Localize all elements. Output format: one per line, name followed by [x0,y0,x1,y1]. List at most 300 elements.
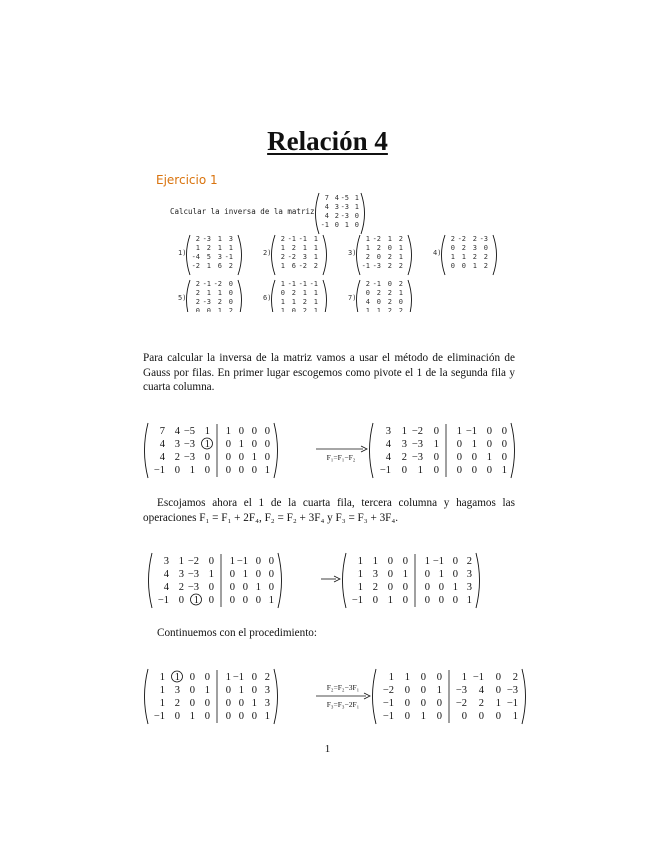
matrix-entry: 4 [385,439,391,450]
item-matrix-entry: 2 [313,262,318,270]
statement-matrix-entry: -3 [340,212,349,220]
matrix-entry: 0 [225,711,231,722]
item-matrix-entry: 0 [387,280,392,288]
matrix-entry: 0 [238,698,244,709]
matrix-entry: 0 [501,439,507,450]
matrix-entry: 0 [264,452,270,463]
matrix-entry: 3 [264,698,270,709]
matrix-entry: −3 [183,439,195,450]
right-parenthesis [511,423,515,478]
item-matrix-entry: 0 [483,244,488,252]
matrix-entry: 0 [189,672,195,683]
matrix-entry: 0 [420,698,426,709]
item-matrix-entry: 1 [387,235,392,243]
matrix-entry: 2 [372,582,378,593]
matrix-entry: 1 [225,672,231,683]
matrix-entry: 3 [372,569,378,580]
item-matrix-entry: 2 [398,235,403,243]
matrix-entry: −1 [382,698,394,709]
page-title: Relación 4 [267,126,388,156]
matrix-entry: 3 [466,582,472,593]
matrix-entry: 1 [461,672,467,683]
matrix-entry: −1 [232,672,244,683]
matrix-entry: 0 [225,439,231,450]
matrix-entry: 0 [501,452,507,463]
item-matrix-entry: 1 [313,298,318,306]
matrix-entry: 0 [251,439,257,450]
matrix-entry: 0 [495,685,501,696]
item-matrix-entry: 2 [195,280,200,288]
item-matrix-entry: 2 [472,235,477,243]
matrix-entry: 1 [189,711,195,722]
item-matrix-entry: -3 [372,262,381,270]
matrix-entry: 1 [471,439,477,450]
step-2-matrices [149,553,480,608]
item-matrix-entry: 2 [206,244,211,252]
matrix-entry: 2 [178,582,184,593]
matrix-entry: 0 [387,556,393,567]
item-matrix-entry: 1 [313,244,318,252]
matrix-entry: 1 [264,465,270,476]
matrix-entry: 1 [404,672,410,683]
matrix-entry: 4 [163,582,169,593]
matrix-entry: 0 [471,465,477,476]
item-matrix-entry: 1 [450,253,455,261]
matrix-entry: 3 [466,569,472,580]
item-matrix-entry: 2 [217,298,222,306]
matrix-entry: 0 [204,465,210,476]
item-label: 1) [178,249,187,257]
item-matrix-entry: 2 [195,235,200,243]
item-matrix-entry: -2 [191,262,200,270]
matrix-entry: 4 [385,452,391,463]
matrix-entry: 0 [251,672,257,683]
item-matrix-entry: -3 [479,235,488,243]
item-matrix-entry: 1 [365,235,370,243]
matrix-entry: −3 [506,685,518,696]
matrix-entry: −1 [382,711,394,722]
right-parenthesis [476,553,480,608]
item-matrix-entry: 2 [365,253,370,261]
matrix-entry: −1 [153,711,165,722]
matrix-entry: 0 [433,426,439,437]
matrix-entry: −3 [187,569,199,580]
matrix-entry: 0 [372,595,378,606]
item-matrix-entry: 6 [217,262,222,270]
matrix-entry: −1 [157,595,169,606]
item-label: 5) [178,294,187,302]
item-matrix-entry: -2 [457,235,466,243]
matrix-entry: 0 [238,711,244,722]
item-matrix-entry: 0 [376,298,381,306]
item-matrix-entry: 2 [291,289,296,297]
matrix-entry: 1 [255,582,261,593]
item-matrix-entry: 1 [313,307,318,312]
item-matrix-entry: -1 [298,235,307,243]
matrix-entry: 0 [438,582,444,593]
paragraph-2: Escojamos ahora el 1 de la cuarta fila, tercera columna y hagamos las operaciones F₁ = F₁ + 2F₄, F₂ = F₂ + 3F₄ y F₃ = F₃ + 3F₄. [143,497,515,524]
item-matrix-entry: 1 [280,244,285,252]
matrix-entry: 2 [466,556,472,567]
left-parenthesis [145,669,149,724]
item-matrix-entry: 1 [398,253,403,261]
matrix-entry: 0 [387,569,393,580]
matrix-entry: 0 [424,595,430,606]
right-parenthesis [274,669,278,724]
matrix-entry: 4 [163,569,169,580]
statement-matrix-entry: 4 [334,194,339,202]
item-matrix-entry: 3 [472,244,477,252]
matrix-entry: 3 [264,685,270,696]
statement-matrix-entry: -3 [340,203,349,211]
item-matrix-entry: 0 [376,253,381,261]
item-label: 6) [263,294,272,302]
item-matrix-entry: 1 [280,280,285,288]
matrix-entry: 1 [424,556,430,567]
item-label: 4) [433,249,442,257]
matrix-entry: 4 [159,439,165,450]
item-matrix-entry: 2 [387,262,392,270]
item-matrix-entry: 2 [387,298,392,306]
item-matrix-entry: -1 [287,280,296,288]
matrix-entry: 1 [436,685,442,696]
item-matrix-entry: 3 [228,235,233,243]
item-matrix-entry: 2 [387,253,392,261]
matrix-entry: 3 [178,569,184,580]
item-matrix-entry: 1 [313,289,318,297]
statement-matrix-entry: 2 [334,212,339,220]
step-3-matrices [145,669,526,724]
matrix-entry: 0 [456,439,462,450]
item-matrix-entry: -1 [287,235,296,243]
matrix-entry: −1 [472,672,484,683]
arrow-label-bottom: F₃=F₃−2F₁ [326,700,360,709]
matrix-entry: 1 [417,465,423,476]
matrix-entry: 0 [402,595,408,606]
arrow-label: F₁=F₁−F₂ [326,453,356,462]
matrix-entry: 1 [174,672,180,683]
matrix-entry: 0 [495,711,501,722]
matrix-entry: 0 [208,582,214,593]
matrix-entry: 2 [478,698,484,709]
matrix-entry: 0 [478,711,484,722]
matrix-entry: 1 [456,426,462,437]
matrix-entry: 0 [251,685,257,696]
matrix-entry: 0 [255,556,261,567]
matrix-entry: 1 [251,698,257,709]
matrix-entry: 0 [251,426,257,437]
matrix-entry: 0 [208,595,214,606]
matrix-entry: 0 [204,672,210,683]
item-matrix-entry: 2 [387,307,392,312]
matrix-entry: 0 [495,672,501,683]
matrix-entry: 0 [229,595,235,606]
matrix-entry: 0 [456,452,462,463]
matrix-entry: 1 [204,426,210,437]
matrix-entry: 0 [402,556,408,567]
matrix-entry: 0 [174,465,180,476]
matrix-entry: −3 [183,452,195,463]
matrix-entry: 1 [402,569,408,580]
matrix-entry: 0 [189,698,195,709]
item-matrix-entry: 1 [206,262,211,270]
item-matrix-entry: 2 [302,307,307,312]
matrix-entry: 0 [255,569,261,580]
item-matrix-entry: 0 [195,307,200,312]
arrow-label-top: F₂=F₂−3F₁ [326,683,360,692]
item-matrix-entry: 3 [217,253,222,261]
statement-matrix-entry: 1 [354,203,359,211]
item-matrix-entry: 2 [376,244,381,252]
matrix-entry: 1 [208,569,214,580]
statement-matrix-entry: 4 [324,212,329,220]
matrix-entry: 1 [204,439,210,450]
matrix-entry: −2 [382,685,394,696]
matrix-entry: 1 [251,452,257,463]
item-matrix-entry: 1 [313,235,318,243]
matrix-entry: 0 [208,556,214,567]
matrix-entry: 0 [174,711,180,722]
matrix-entry: 0 [229,582,235,593]
left-parenthesis [149,553,153,608]
statement-matrix-entry: 3 [334,203,339,211]
matrix-entry: 1 [420,711,426,722]
matrix-entry: 0 [433,452,439,463]
matrix-entry: −5 [183,426,195,437]
matrix-entry: 1 [387,595,393,606]
item-matrix-entry: -4 [191,253,200,261]
item-matrix-entry: 6 [291,262,296,270]
statement-matrix-entry: 0 [354,221,359,229]
matrix-entry: 0 [404,711,410,722]
item-matrix-entry: 1 [398,289,403,297]
matrix-entry: 2 [174,698,180,709]
item-label: 3) [348,249,357,257]
matrix-entry: 0 [486,426,492,437]
matrix-entry: 1 [225,426,231,437]
item-matrix-entry: -2 [298,262,307,270]
matrix-entry: 0 [204,711,210,722]
matrix-entry: 7 [159,426,165,437]
item-matrix-entry: -1 [372,280,381,288]
matrix-entry: 1 [466,595,472,606]
item-matrix-entry: 1 [217,235,222,243]
matrix-entry: 1 [501,465,507,476]
statement-matrix-entry: 1 [354,194,359,202]
item-matrix-entry: 1 [461,253,466,261]
matrix-entry: −3 [187,582,199,593]
matrix-entry: 0 [238,452,244,463]
matrix-entry: 1 [495,698,501,709]
matrix-entry: 0 [402,582,408,593]
matrix-entry: 1 [159,685,165,696]
item-matrix-entry: 1 [376,307,381,312]
matrix-entry: −2 [411,426,423,437]
matrix-entry: 0 [433,465,439,476]
statement-matrix-entry: 4 [324,203,329,211]
matrix-entry: 0 [225,452,231,463]
matrix-entry: 0 [238,426,244,437]
matrix-entry: 0 [387,582,393,593]
matrix-entry: −1 [506,698,518,709]
matrix-entry: 0 [251,465,257,476]
matrix-entry: 1 [357,556,363,567]
matrix-entry: 0 [420,685,426,696]
matrix-entry: −1 [379,465,391,476]
left-parenthesis [145,423,149,478]
matrix-entry: 0 [264,426,270,437]
matrix-entry: 0 [268,582,274,593]
item-matrix-entry: 2 [228,307,233,312]
statement-matrix-entry: 1 [344,221,349,229]
matrix-entry: 2 [174,452,180,463]
matrix-entry: 0 [225,465,231,476]
left-parenthesis [343,553,347,608]
statement-text: Calcular la inversa de la matriz [170,207,315,216]
matrix-entry: 0 [229,569,235,580]
matrix-entry: 0 [264,439,270,450]
matrix-entry: −1 [432,556,444,567]
matrix-entry: 4 [159,452,165,463]
matrix-entry: 0 [225,698,231,709]
item-matrix-entry: 4 [365,298,370,306]
matrix-entry: 0 [486,439,492,450]
item-matrix-entry: 1 [228,244,233,252]
matrix-entry: 0 [501,426,507,437]
item-matrix-entry: -3 [202,235,211,243]
item-matrix-entry: 2 [398,262,403,270]
matrix-entry: −3 [411,452,423,463]
item-matrix-entry: 2 [398,307,403,312]
matrix-entry: 1 [193,595,199,606]
item-matrix-entry: 2 [483,253,488,261]
matrix-entry: 1 [178,556,184,567]
item-matrix-entry: -2 [372,235,381,243]
matrix-entry: −1 [351,595,363,606]
matrix-entry: 3 [401,439,407,450]
matrix-entry: 3 [174,685,180,696]
matrix-entry: −2 [455,698,467,709]
matrix-entry: 1 [401,426,407,437]
matrix-entry: 0 [424,582,430,593]
step-1-matrices [145,423,515,478]
matrix-entry: 1 [159,672,165,683]
item-matrix-entry: 1 [398,244,403,252]
matrix-entry: 1 [268,595,274,606]
item-matrix-entry: -1 [202,280,211,288]
matrix-entry: 0 [436,698,442,709]
matrix-entry: 3 [174,439,180,450]
item-matrix-entry: 1 [313,253,318,261]
matrix-entry: 1 [242,569,248,580]
item-matrix-entry: 0 [461,262,466,270]
statement-matrix-entry: -1 [320,221,329,229]
matrix-entry: 1 [438,569,444,580]
matrix-entry: 0 [461,711,467,722]
matrix-entry: 0 [251,711,257,722]
page-number: 1 [324,743,331,755]
item-matrix-entry: 2 [472,253,477,261]
matrix-entry: 1 [238,685,244,696]
item-matrix-entry: -1 [361,262,370,270]
left-parenthesis [373,669,377,724]
matrix-entry: 1 [159,698,165,709]
matrix-entry: 2 [264,672,270,683]
item-matrix-entry: 0 [206,307,211,312]
statement-matrix-entry: 0 [354,212,359,220]
item-matrix-entry: 1 [365,244,370,252]
item-matrix-entry: 2 [302,298,307,306]
matrix-entry: 1 [189,465,195,476]
matrix-entry: 1 [357,582,363,593]
item-matrix-entry: 2 [365,280,370,288]
item-matrix-entry: 2 [387,289,392,297]
item-matrix-entry: 2 [291,244,296,252]
matrix-entry: 4 [174,426,180,437]
matrix-entry: 0 [452,556,458,567]
item-matrix-entry: -1 [309,280,318,288]
item-matrix-entry: -1 [224,253,233,261]
matrix-entry: −3 [411,439,423,450]
matrix-entry: 0 [242,582,248,593]
right-parenthesis [274,423,278,478]
right-parenthesis [522,669,526,724]
left-parenthesis [370,423,374,478]
matrix-entry: 0 [242,595,248,606]
matrix-entry: 0 [225,685,231,696]
item-matrix-entry: 2 [195,298,200,306]
matrix-entry: 0 [486,465,492,476]
matrix-entry: 0 [204,698,210,709]
matrix-entry: 2 [401,452,407,463]
matrix-entry: 1 [204,685,210,696]
matrix-entry: 3 [385,426,391,437]
item-matrix-entry: 0 [398,298,403,306]
item-matrix-entry: 1 [472,262,477,270]
item-matrix-entry: 1 [365,307,370,312]
matrix-entry: 0 [401,465,407,476]
item-matrix-entry: 1 [280,262,285,270]
matrix-entry: 0 [268,569,274,580]
item-matrix-entry: 0 [228,280,233,288]
item-matrix-entry: 1 [206,289,211,297]
matrix-entry: 0 [452,595,458,606]
item-matrix-entry: -1 [298,280,307,288]
item-matrix-entry: 0 [280,289,285,297]
item-matrix-entry: 0 [228,289,233,297]
matrix-entry: 1 [264,711,270,722]
item-matrix-entry: 2 [461,244,466,252]
item-matrix-entry: 1 [291,298,296,306]
item-matrix-entry: -3 [202,298,211,306]
matrix-entry: 0 [424,569,430,580]
item-matrix-entry: 0 [291,307,296,312]
matrix-entry: −3 [455,685,467,696]
item-label: 7) [348,294,357,302]
statement-matrix-entry: 0 [334,221,339,229]
paragraph-3: Continuemos con el procedimiento: [157,627,318,639]
statement-matrix-entry: 7 [324,194,329,202]
matrix-entry: 4 [478,685,484,696]
matrix-entry: 0 [420,672,426,683]
item-matrix-entry: 1 [280,298,285,306]
right-parenthesis [278,553,282,608]
matrix-entry: 1 [372,556,378,567]
paragraph-1: Para calcular la inversa de la matriz vamos a usar el método de eliminación de Gauss por filas. En primer lugar escogemos como pivote el 1 de la segunda fila y cuarta columna. [143,352,515,393]
matrix-entry: 1 [512,711,518,722]
matrix-entry: 0 [436,711,442,722]
matrix-entry: 0 [238,465,244,476]
